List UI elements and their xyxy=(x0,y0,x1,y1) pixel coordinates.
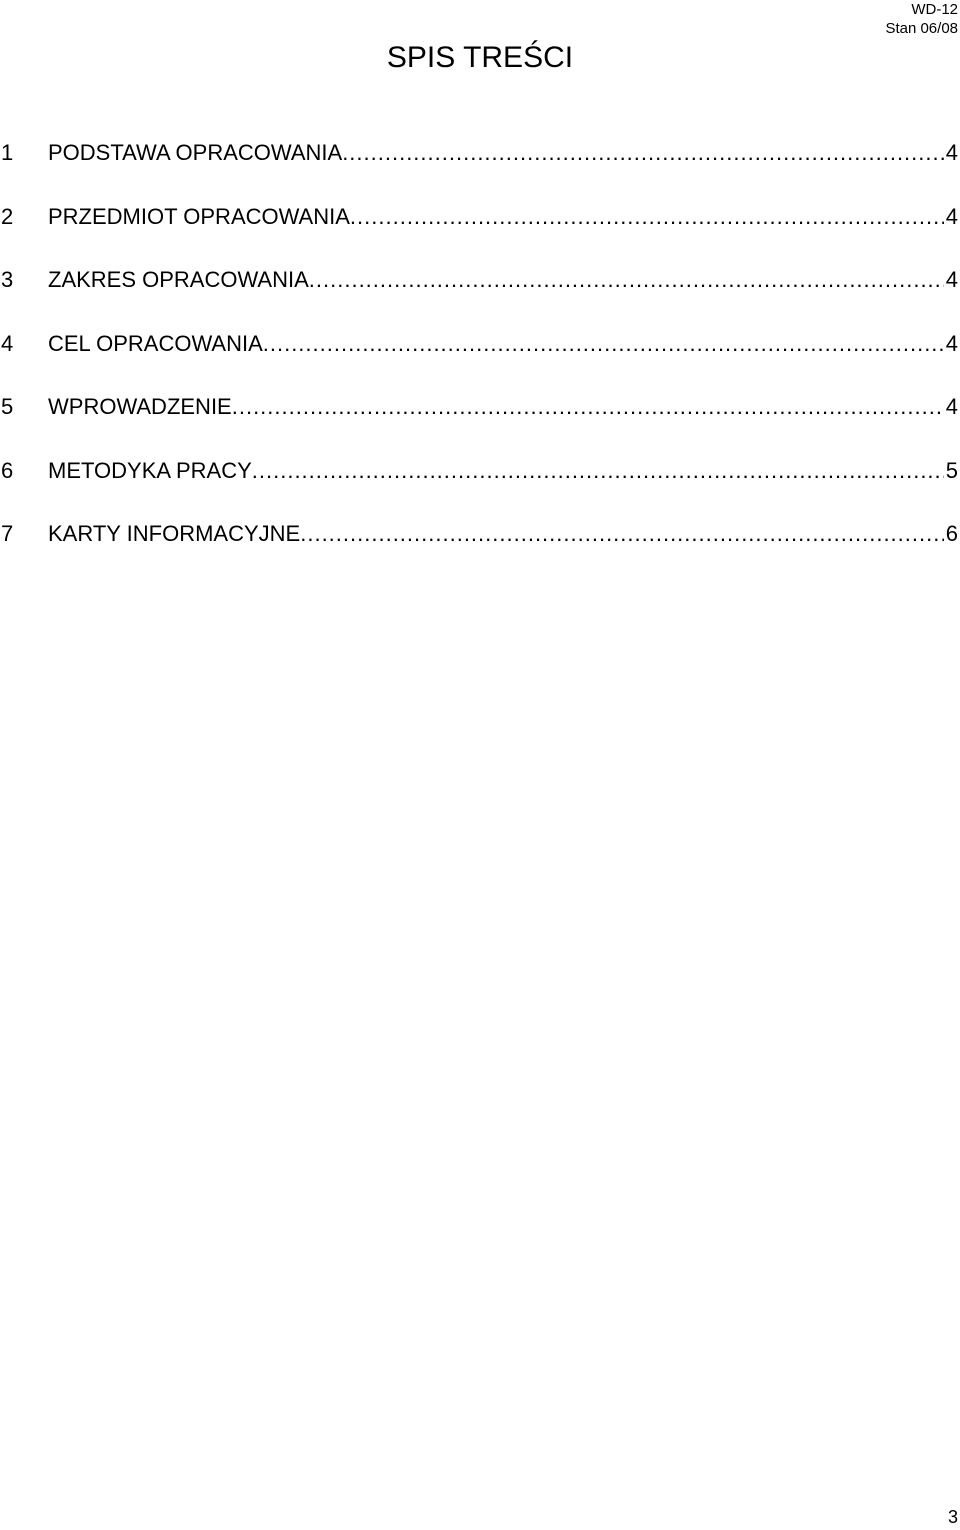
toc-entry-2[interactable] xyxy=(0,202,960,266)
toc-dot-leader xyxy=(300,519,944,549)
toc-entry-title: ZAKRES OPRACOWANIA xyxy=(48,267,309,292)
toc-entry-number: 5 xyxy=(1,394,14,419)
toc-entry-page: 4 xyxy=(945,394,958,419)
toc-entry-7[interactable] xyxy=(0,519,960,583)
document-code: WD-12 xyxy=(911,1,958,18)
toc-dot-leader xyxy=(232,392,944,422)
toc-dot-leader xyxy=(309,265,944,295)
toc-entry-number: 2 xyxy=(1,203,14,229)
toc-entry-number: 3 xyxy=(1,267,14,292)
toc-dot-leader xyxy=(252,456,944,486)
toc-entry-title: PRZEDMIOT OPRACOWANIA xyxy=(48,203,350,229)
toc-entry-6[interactable] xyxy=(0,456,960,520)
document-header-meta xyxy=(885,0,958,38)
toc-entry-3[interactable] xyxy=(0,265,960,329)
toc-entry-page: 5 xyxy=(945,457,958,483)
toc-entry-page: 4 xyxy=(945,267,958,292)
toc-dot-leader xyxy=(342,138,944,168)
toc-entry-4[interactable] xyxy=(0,329,960,393)
toc-entry-title: METODYKA PRACY xyxy=(48,457,252,483)
page-number: 3 xyxy=(947,1507,958,1527)
toc-entry-title: CEL OPRACOWANIA xyxy=(48,330,263,356)
toc-entry-number: 6 xyxy=(1,457,14,483)
toc-entry-number: 4 xyxy=(1,330,14,356)
toc-entry-5[interactable] xyxy=(0,392,960,456)
toc-entry-number: 7 xyxy=(1,521,14,546)
toc-dot-leader xyxy=(350,202,944,232)
toc-entry-page: 4 xyxy=(945,203,958,229)
toc-dot-leader xyxy=(263,329,944,359)
toc-entry-title: PODSTAWA OPRACOWANIA xyxy=(48,140,343,165)
page-title: SPIS TREŚCI xyxy=(386,41,574,74)
toc-entry-page: 6 xyxy=(945,521,958,546)
toc-entry-1[interactable] xyxy=(0,138,960,202)
toc-entry-page: 4 xyxy=(945,140,958,165)
toc-entry-title: WPROWADZENIE xyxy=(48,394,232,419)
toc-entry-title: KARTY INFORMACYJNE xyxy=(48,521,301,546)
document-state: Stan 06/08 xyxy=(885,20,958,37)
toc-entry-page: 4 xyxy=(945,330,958,356)
table-of-contents xyxy=(0,138,960,583)
toc-entry-number: 1 xyxy=(1,140,14,165)
